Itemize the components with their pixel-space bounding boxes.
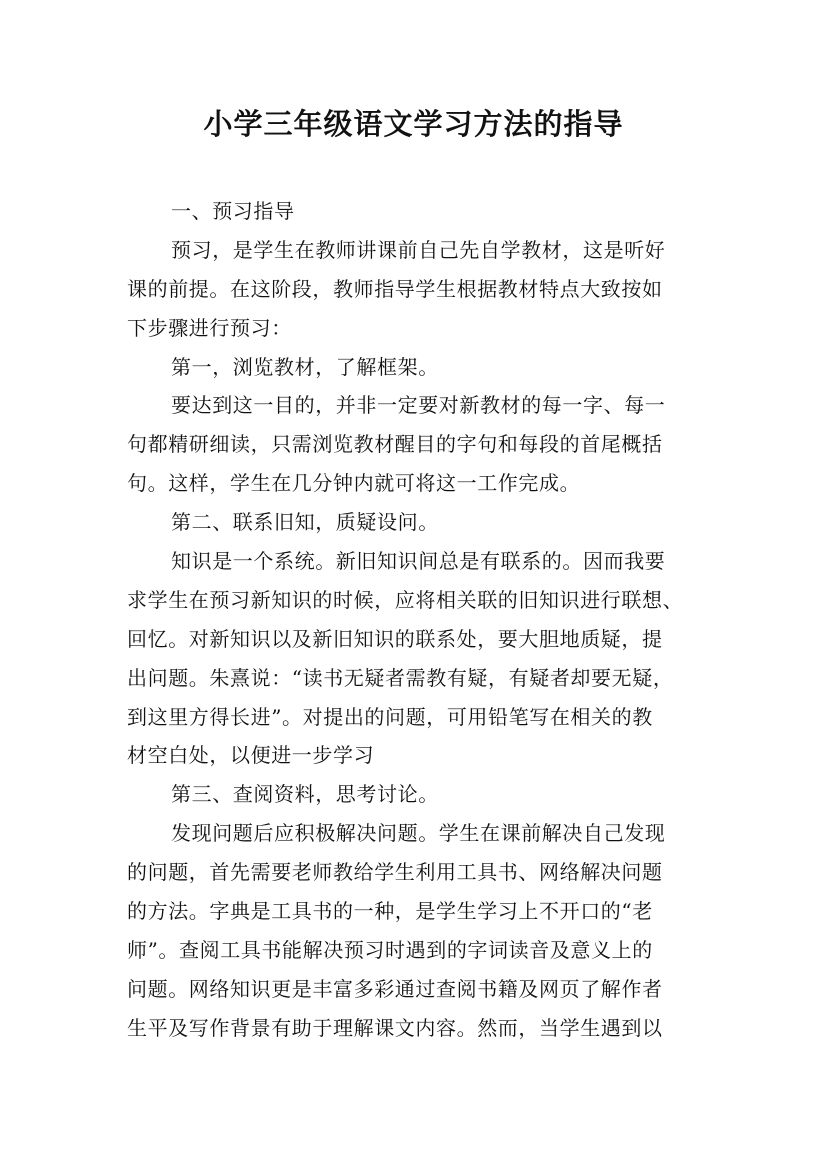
document-body bbox=[127, 192, 727, 1048]
paragraph-line: 发现问题后应积极解决问题。学生在课前解决自己发现 bbox=[171, 821, 666, 846]
paragraph-line: 的问题，首先需要老师教给学生利用工具书、网络解决问题 bbox=[127, 860, 663, 885]
paragraph-line: 回忆。对新知识以及新旧知识的联系处，要大胆地质疑，提 bbox=[127, 626, 663, 651]
paragraph-line: 的方法。字典是工具书的一种，是学生学习上不开口的“老 bbox=[127, 899, 653, 924]
paragraph-line: 要达到这一目的，并非一定要对新教材的每一字、每一 bbox=[171, 393, 666, 418]
paragraph-line: 课的前提。在这阶段，教师指导学生根据教材特点大致按如 bbox=[127, 276, 663, 301]
paragraph-line: 预习，是学生在教师讲课前自己先自学教材，这是听好 bbox=[171, 237, 666, 262]
paragraph-line: 到这里方得长进”。对提出的问题，可用铅笔写在相关的教 bbox=[127, 704, 653, 729]
paragraph-line: 出问题。朱熹说：“读书无疑者需教有疑，有疑者却要无疑， bbox=[127, 665, 674, 690]
step-heading-first: 第一，浏览教材，了解框架。 bbox=[171, 354, 439, 379]
section-heading-preview: 一、预习指导 bbox=[171, 199, 295, 223]
paragraph-line: 求学生在预习新知识的时候，应将相关联的旧知识进行联想、 bbox=[127, 587, 684, 612]
document-title: 小学三年级语文学习方法的指导 bbox=[203, 107, 624, 141]
paragraph-line: 知识是一个系统。新旧知识间总是有联系的。因而我要 bbox=[171, 549, 666, 574]
step-heading-second: 第二、联系旧知，质疑设问。 bbox=[171, 510, 439, 535]
paragraph-line: 问题。网络知识更是丰富多彩通过查阅书籍及网页了解作者 bbox=[127, 976, 663, 1001]
paragraph-line: 句都精研细读，只需浏览教材醒目的字句和每段的首尾概括 bbox=[127, 432, 663, 457]
paragraph-line: 生平及写作背景有助于理解课文内容。然而，当学生遇到以 bbox=[127, 1015, 663, 1040]
paragraph-line: 师”。查阅工具书能解决预习时遇到的字词读音及意义上的 bbox=[127, 937, 653, 962]
step-heading-third: 第三、查阅资料，思考讨论。 bbox=[171, 782, 439, 807]
paragraph-line: 下步骤进行预习： bbox=[127, 315, 292, 340]
paragraph-line: 句。这样，学生在几分钟内就可将这一工作完成。 bbox=[127, 471, 581, 496]
paragraph-line: 材空白处，以便进一步学习 bbox=[127, 743, 375, 768]
